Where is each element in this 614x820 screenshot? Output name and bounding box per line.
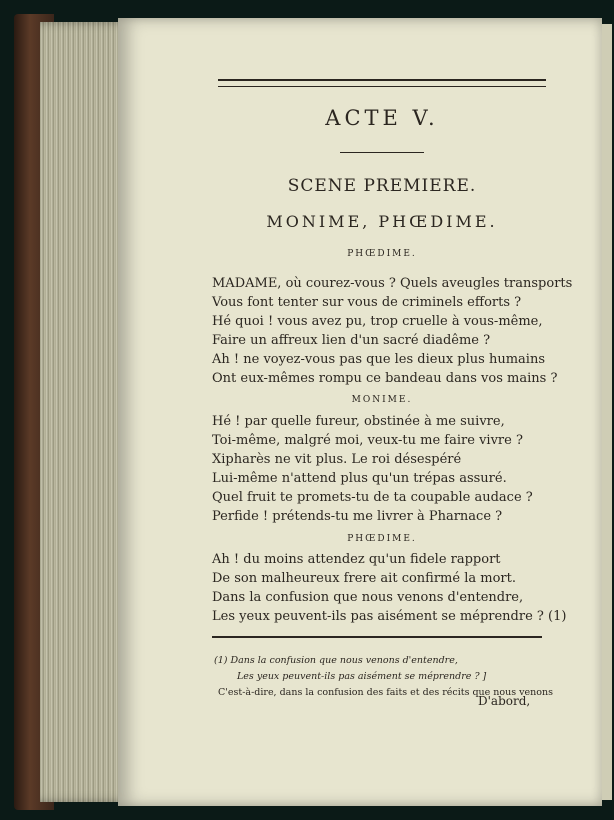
verse-line: Ont eux-mêmes rompu ce bandeau dans vos mains ? <box>212 371 558 386</box>
speaker-label: PHŒDIME. <box>347 534 417 544</box>
verse-line: Faire un affreux lien d'un sacré diadême ? <box>212 333 491 348</box>
speaker-label: PHŒDIME. <box>347 249 417 259</box>
footnote-line: Les yeux peuvent-ils pas aisément se méprendre ? ] <box>237 671 487 682</box>
characters-line: MONIME, PHŒDIME. <box>266 212 498 231</box>
verse-line: MADAME, où courez-vous ? Quels aveugles transports <box>212 276 573 291</box>
verse-line: Hé ! par quelle fureur, obstinée à me suivre, <box>212 414 505 429</box>
verse-line: Hé quoi ! vous avez pu, trop cruelle à vous-même, <box>212 314 543 329</box>
footnote-line: (1) Dans la confusion que nous venons d'entendre, <box>214 655 458 666</box>
verse-line: Toi-même, malgré moi, veux-tu me faire vivre ? <box>212 433 523 448</box>
catchword: D'abord, <box>478 694 531 708</box>
verse-line: Les yeux peuvent-ils pas aisément se méprendre ? (1) <box>212 609 567 624</box>
verse-line: Ah ! ne voyez-vous pas que les dieux plus humains <box>212 352 545 367</box>
footnote-line: C'est-à-dire, dans la confusion des faits et des récits que nous venons <box>218 687 553 698</box>
verse-line: Dans la confusion que nous venons d'entendre, <box>212 590 524 605</box>
verse-line: Quel fruit te promets-tu de ta coupable audace ? <box>212 490 533 505</box>
speech-block-3 <box>212 550 567 626</box>
speech-block-1 <box>212 274 573 388</box>
verse-line: Lui-même n'attend plus qu'un trépas assuré. <box>212 471 507 486</box>
verse-line: Vous font tenter sur vous de criminels efforts ? <box>212 295 522 310</box>
act-title: ACTE V. <box>325 106 439 130</box>
next-page-edge <box>602 24 612 800</box>
header-rule <box>218 79 546 87</box>
speaker-label: MONIME. <box>351 395 413 405</box>
act-divider <box>340 152 424 153</box>
verse-line: Perfide ! prétends-tu me livrer à Pharnace ? <box>212 509 503 524</box>
speech-block-2 <box>212 412 552 526</box>
verse-line: De son malheureux frere ait confirmé la mort. <box>212 571 516 586</box>
scene-title: SCENE PREMIERE. <box>287 176 477 196</box>
footnote-rule <box>212 636 542 640</box>
verse-line: Ah ! du moins attendez qu'un fidele rapport <box>212 552 501 567</box>
verse-line: Xipharès ne vit plus. Le roi désespéré <box>212 452 462 467</box>
